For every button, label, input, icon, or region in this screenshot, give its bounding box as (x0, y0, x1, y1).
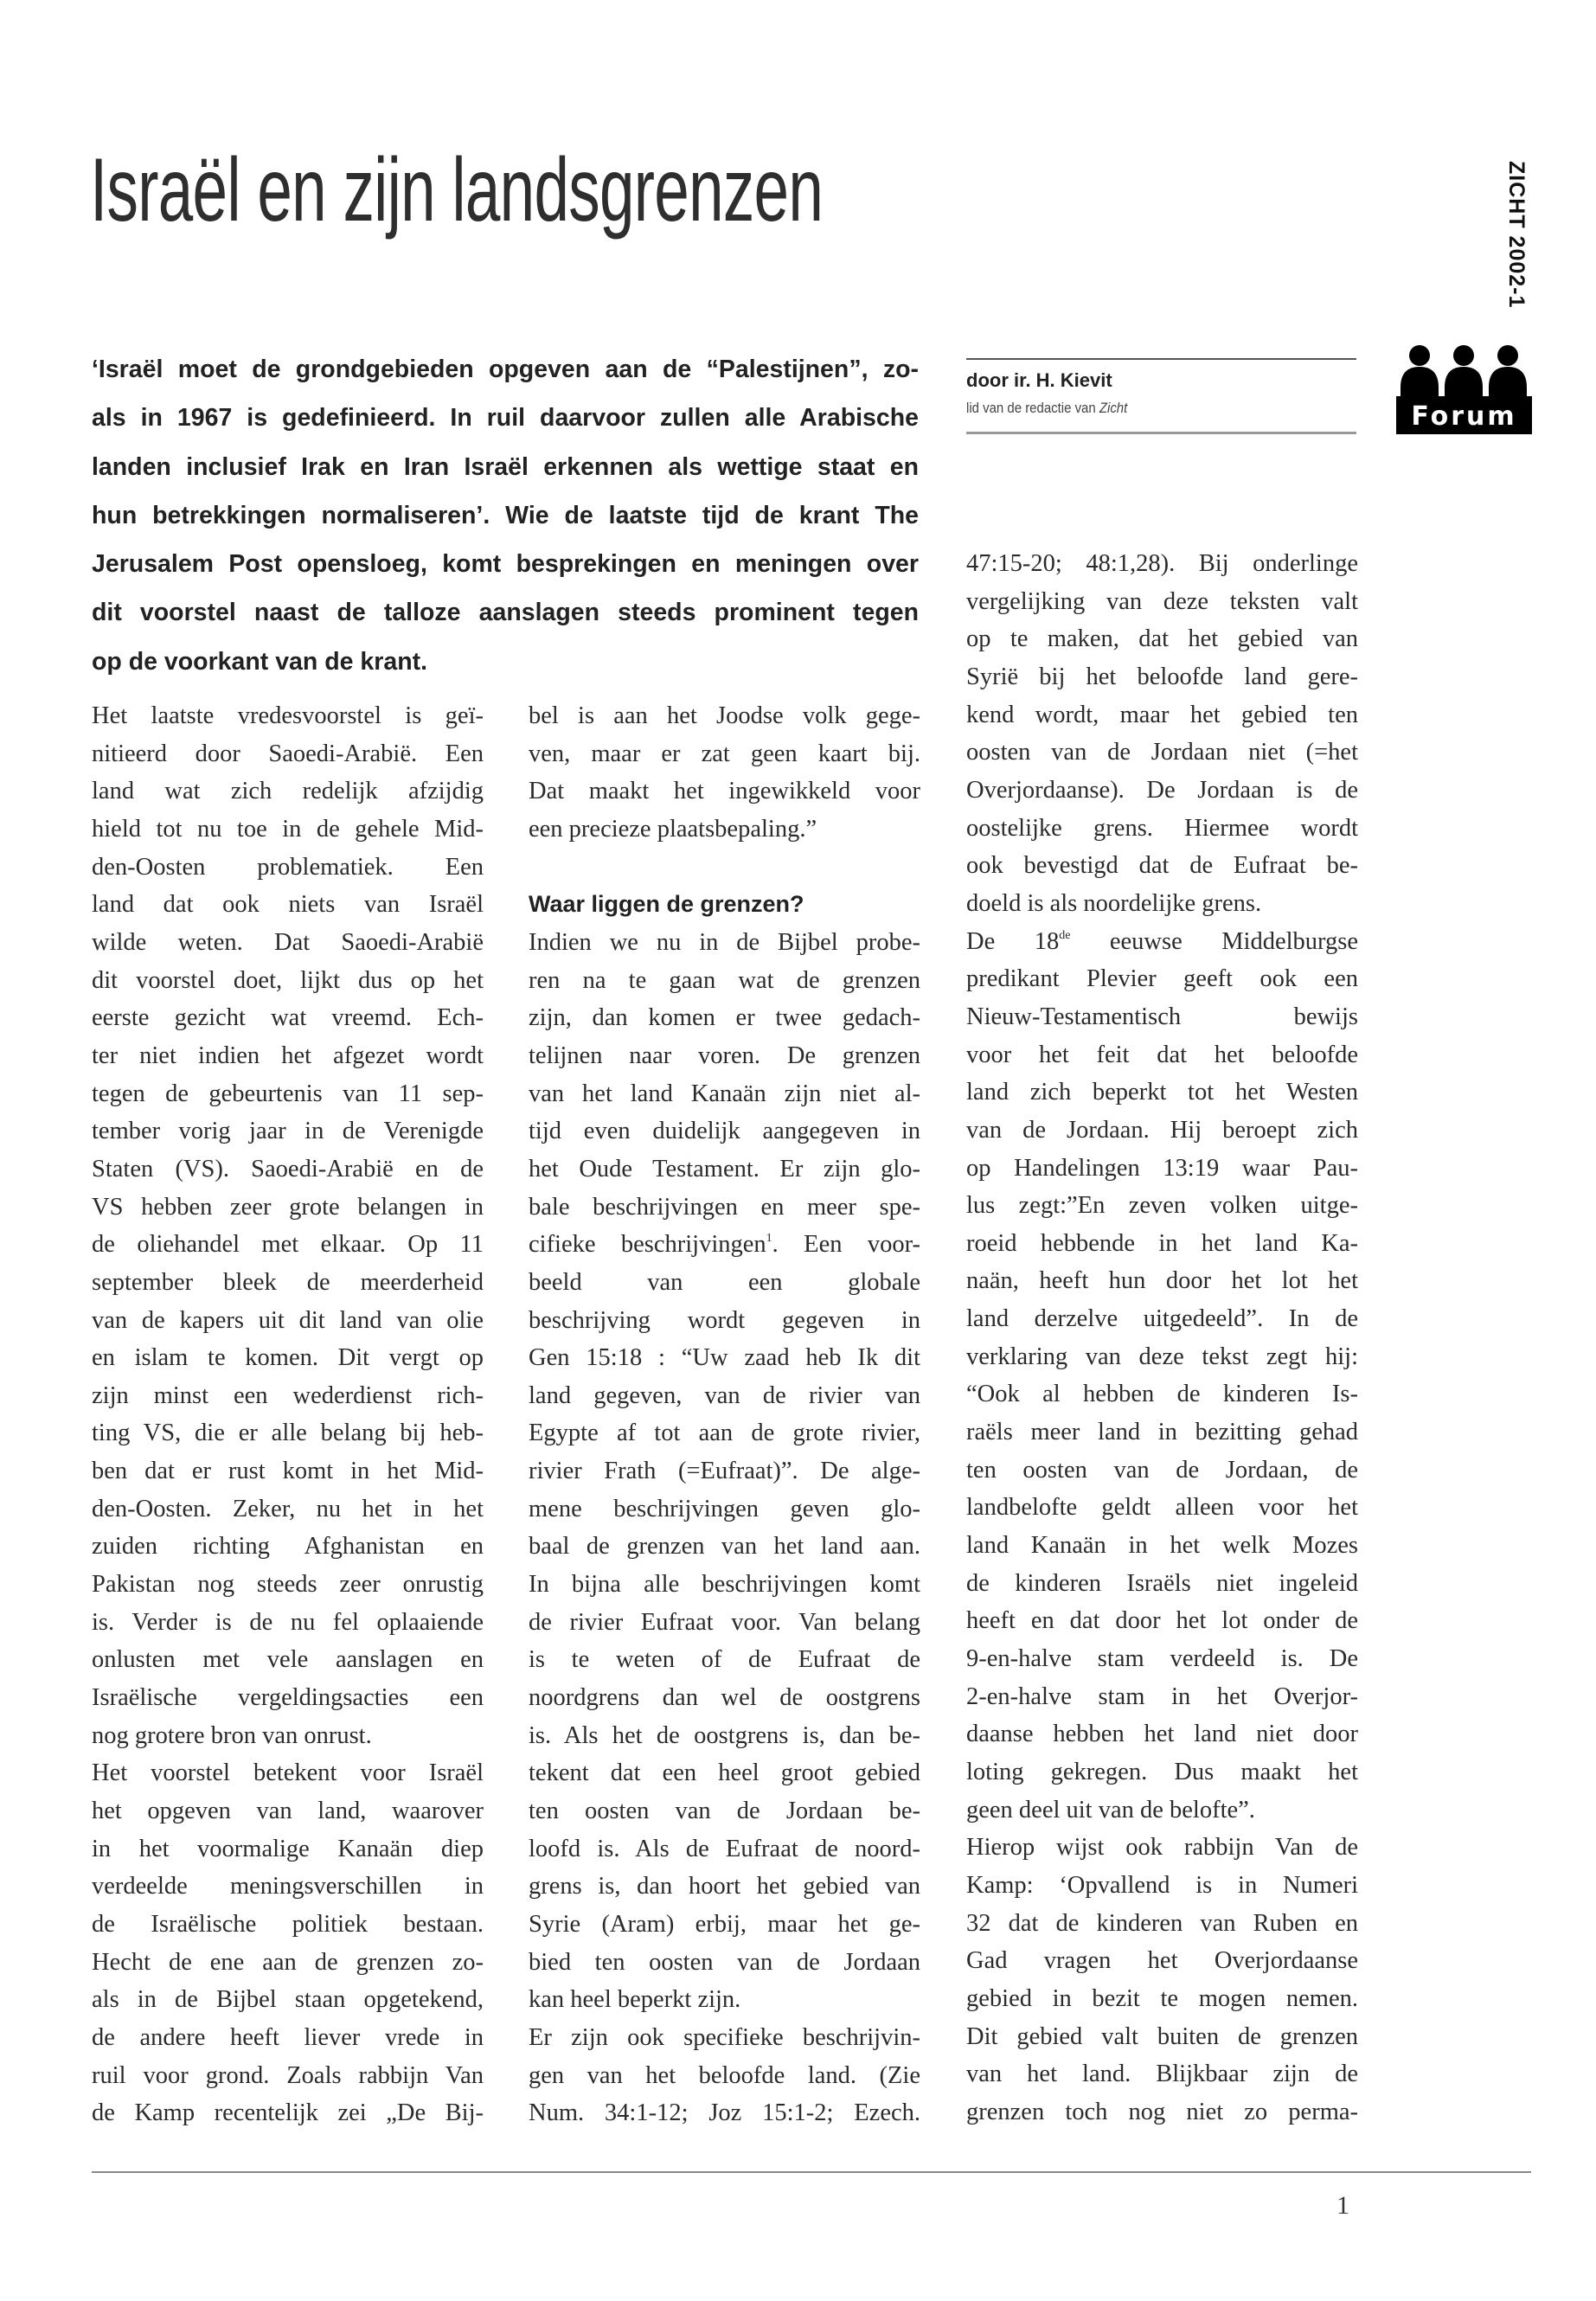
body-line: van het land Kanaän zijn niet al- (529, 1080, 920, 1107)
body-line: telijnen naar voren. De grenzen (529, 1042, 920, 1069)
body-line: “Ook al hebben de kinderen Is- (966, 1381, 1358, 1408)
body-line: ren na te gaan wat de grenzen (529, 966, 920, 994)
footer-divider (92, 2171, 1531, 2173)
body-line: Nieuw-Testamentisch bewijs (966, 1003, 1358, 1030)
body-line: zuiden richting Afghanistan en (92, 1533, 484, 1561)
body-line: 9-en-halve stam verdeeld is. De (966, 1645, 1358, 1673)
body-line: landbelofte geldt alleen voor het (966, 1494, 1358, 1522)
body-line: doeld is als noordelijke grens. (966, 889, 1262, 917)
body-line: tekent dat een heel groot gebied (529, 1759, 920, 1787)
body-line: naän, heeft hun door het lot het (966, 1267, 1358, 1295)
body-line: tijd even duidelijk aangegeven in (529, 1118, 920, 1145)
body-line: Pakistan nog steeds zeer onrustig (92, 1571, 484, 1599)
body-line: de rivier Eufraat voor. Van belang (529, 1608, 920, 1636)
line-text: eeuwse Middelburgse (1070, 927, 1359, 955)
body-line: loofd is. Als de Eufraat de noord- (529, 1835, 920, 1862)
body-line: onlusten met vele aanslagen en (92, 1646, 484, 1674)
body-line: bale beschrijvingen en meer spe- (529, 1193, 920, 1221)
section-heading: Waar liggen de grenzen? (529, 891, 804, 918)
author-byline: door ir. H. Kievit (966, 369, 1112, 391)
body-line: den-Oosten problematiek. Een (92, 853, 484, 881)
body-line: land dat ook niets van Israël (92, 891, 484, 919)
intro-line: hun betrekkingen normaliseren’. Wie de laatste tijd de krant The (92, 501, 919, 529)
body-line: land wat zich redelijk afzijdig (92, 778, 484, 805)
line-text: . Een voor- (772, 1231, 920, 1259)
body-line: de kinderen Israëls niet ingeleid (966, 1569, 1358, 1597)
body-line: ten oosten van de Jordaan be- (529, 1798, 920, 1825)
body-line: nog grotere bron van onrust. (92, 1721, 372, 1749)
body-line: Syrie (Aram) erbij, maar het ge- (529, 1911, 920, 1938)
line-text: cifieke beschrijvingen (529, 1231, 766, 1259)
body-line: lus zegt:”En zeven volken uitge- (966, 1192, 1358, 1220)
body-line: Gen 15:18 : “Uw zaad heb Ik dit (529, 1344, 920, 1372)
body-line: Indien we nu in de Bijbel probe- (529, 928, 920, 956)
body-line: ven, maar er zat geen kaart bij. (529, 740, 920, 767)
body-line: de Kamp recentelijk zei „De Bij- (92, 2099, 484, 2127)
superscript: de (1059, 928, 1071, 942)
body-line (529, 849, 920, 887)
text-column-3 (966, 545, 1358, 2131)
body-line: noordgrens dan wel de oostgrens (529, 1684, 920, 1712)
body-line: Staten (VS). Saoedi-Arabië en de (92, 1155, 484, 1183)
body-line: dit voorstel doet, lijkt dus op het (92, 966, 484, 994)
body-line: land gegeven, van de rivier van (529, 1381, 920, 1409)
body-line: de andere heeft liever vrede in (92, 2023, 484, 2051)
body-line: gen van het beloofde land. (Zie (529, 2061, 920, 2089)
body-line: oosten van de Jordaan niet (=het (966, 739, 1358, 766)
body-line: zijn, dan komen er twee gedach- (529, 1004, 920, 1032)
body-line: Kamp: ‘Opvallend is in Numeri (966, 1871, 1358, 1899)
body-line: als in de Bijbel staan opgetekend, (92, 1986, 484, 2014)
body-line (966, 923, 1358, 961)
body-line: op Handelingen 13:19 waar Pau- (966, 1154, 1358, 1182)
intro-paragraph (92, 345, 919, 686)
intro-line: als in 1967 is gedefinieerd. In ruil daarvoor zullen alle Arabische (92, 404, 919, 433)
body-line: bied ten oosten van de Jordaan (529, 1948, 920, 1976)
body-line: het opgeven van land, waarover (92, 1798, 484, 1825)
body-line: eerste gezicht wat vreemd. Ech- (92, 1004, 484, 1032)
byline-top-divider (966, 358, 1356, 360)
body-line (529, 1226, 920, 1264)
body-line: Syrië bij het beloofde land gere- (966, 663, 1358, 690)
body-line: bel is aan het Joodse volk gege- (529, 702, 920, 729)
body-line: het Oude Testament. Er zijn glo- (529, 1155, 920, 1183)
body-line: 2-en-halve stam in het Overjor- (966, 1682, 1358, 1710)
body-line: Er zijn ook specifieke beschrijvin- (529, 2023, 920, 2051)
issue-label: ZICHT 2002-1 (1504, 161, 1529, 309)
body-line: van de kapers uit dit land van olie (92, 1306, 484, 1334)
body-line: ruil voor grond. Zoals rabbijn Van (92, 2061, 484, 2089)
body-line: Num. 34:1-12; Joz 15:1-2; Ezech. (529, 2099, 920, 2127)
body-line: en islam te komen. Dit vergt op (92, 1344, 484, 1372)
body-line: Israëlische vergeldingsacties een (92, 1684, 484, 1712)
body-line: predikant Plevier geeft ook een (966, 965, 1358, 993)
body-line: ting VS, die er alle belang bij heb- (92, 1420, 484, 1447)
body-line: Dit gebied valt buiten de grenzen (966, 2022, 1358, 2050)
page-number: 1 (1336, 2191, 1349, 2220)
body-line: Hierop wijst ook rabbijn Van de (966, 1834, 1358, 1862)
byline-bottom-divider (966, 432, 1356, 434)
body-line: ter niet indien het afgezet wordt (92, 1042, 484, 1069)
body-line: gebied in bezit te mogen nemen. (966, 1984, 1358, 2012)
body-line: wilde weten. Dat Saoedi-Arabië (92, 928, 484, 956)
body-line: van het land. Blijkbaar zijn de (966, 2061, 1358, 2088)
line-text: De 18 (966, 927, 1060, 955)
body-line: een precieze plaatsbepaling.” (529, 815, 817, 843)
body-line: september bleek de meerderheid (92, 1268, 484, 1296)
body-line: is te weten of de Eufraat de (529, 1646, 920, 1674)
body-line: Het voorstel betekent voor Israël (92, 1759, 484, 1787)
body-line: roeid hebbende in het land Ka- (966, 1229, 1358, 1257)
body-line: beschrijving wordt gegeven in (529, 1306, 920, 1334)
body-line: tember vorig jaar in de Verenigde (92, 1118, 484, 1145)
body-line: van de Jordaan. Hij beroept zich (966, 1116, 1358, 1144)
intro-line: Jerusalem Post opensloeg, komt besprekingen en meningen over (92, 550, 919, 579)
superscript: 1 (766, 1232, 772, 1246)
body-line: rivier Frath (=Eufraat)”. De alge- (529, 1458, 920, 1485)
body-line: ben dat er rust komt in het Mid- (92, 1458, 484, 1485)
body-line: nitieerd door Saoedi-Arabië. Een (92, 740, 484, 767)
body-line: Overjordaanse). De Jordaan is de (966, 776, 1358, 804)
body-line: verdeelde meningsverschillen in (92, 1873, 484, 1900)
body-line: Gad vragen het Overjordaanse (966, 1947, 1358, 1975)
body-line: oostelijke grens. Hiermee wordt (966, 814, 1358, 842)
body-line: daanse hebben het land niet door (966, 1721, 1358, 1748)
body-line: de oliehandel met elkaar. Op 11 (92, 1231, 484, 1259)
body-line: Het laatste vredesvoorstel is geï- (92, 702, 484, 729)
body-line: Dat maakt het ingewikkeld voor (529, 778, 920, 805)
body-line: land zich beperkt tot het Westen (966, 1079, 1358, 1106)
body-line: geen deel uit van de belofte”. (966, 1796, 1255, 1823)
body-line: tegen de gebeurtenis van 11 sep- (92, 1080, 484, 1107)
body-line: is. Als het de oostgrens is, dan be- (529, 1721, 920, 1749)
body-line: voor het feit dat het beloofde (966, 1041, 1358, 1068)
body-line: den-Oosten. Zeker, nu het in het (92, 1495, 484, 1522)
body-line: verklaring van deze tekst zegt hij: (966, 1343, 1358, 1370)
intro-line: op de voorkant van de krant. (92, 647, 428, 676)
forum-logo-text: Forum (1411, 401, 1517, 432)
article-title: Israël en zijn landsgrenzen (90, 140, 824, 240)
body-line: Egypte af tot aan de grote rivier, (529, 1420, 920, 1447)
body-line: land derzelve uitgedeeld”. In de (966, 1305, 1358, 1333)
body-line: raëls meer land in bezitting gehad (966, 1419, 1358, 1446)
body-line: loting gekregen. Dus maakt het (966, 1759, 1358, 1785)
intro-line: ‘Israël moet de grondgebieden opgeven aan de “Palestijnen”, zo- (92, 356, 919, 383)
text-column-2 (529, 697, 920, 2132)
author-role-text: lid van de redactie van (966, 400, 1099, 416)
body-line: VS hebben zeer grote belangen in (92, 1193, 484, 1221)
body-line: mene beschrijvingen geven glo- (529, 1495, 920, 1522)
body-line: beeld van een globale (529, 1268, 920, 1296)
text-column-1 (92, 697, 484, 2132)
body-line: ten oosten van de Jordaan, de (966, 1456, 1358, 1484)
body-line: ook bevestigd dat de Eufraat be- (966, 852, 1358, 880)
body-line: hield tot nu toe in de gehele Mid- (92, 815, 484, 843)
body-line: kan heel beperkt zijn. (529, 1986, 741, 2014)
body-line: Hecht de ene aan de grenzen zo- (92, 1948, 484, 1976)
body-line: In bijna alle beschrijvingen komt (529, 1571, 920, 1599)
body-line: 47:15-20; 48:1,28). Bij onderlinge (966, 550, 1358, 577)
body-line: zijn minst een wederdienst rich- (92, 1381, 484, 1409)
body-line: land Kanaän in het welk Mozes (966, 1532, 1358, 1560)
body-line: de Israëlische politiek bestaan. (92, 1911, 484, 1938)
intro-line: dit voorstel naast de talloze aanslagen steeds prominent tegen (92, 599, 919, 627)
body-line: grenzen toch nog niet zo perma- (966, 2098, 1358, 2125)
body-line: kend wordt, maar het gebied ten (966, 701, 1358, 728)
author-role (966, 400, 1127, 417)
body-line: vergelijking van deze teksten valt (966, 587, 1358, 615)
body-line: baal de grenzen van het land aan. (529, 1533, 920, 1561)
magazine-name: Zicht (1099, 400, 1128, 416)
body-line: 32 dat de kinderen van Ruben en (966, 1909, 1358, 1937)
intro-line: landen inclusief Irak en Iran Israël erkennen als wettige staat en (92, 452, 919, 481)
body-line: is. Verder is de nu fel oplaaiende (92, 1608, 484, 1636)
body-line: grens is, dan hoort het gebied van (529, 1873, 920, 1900)
body-line: op te maken, dat het gebied van (966, 625, 1358, 653)
body-line: in het voormalige Kanaän diep (92, 1835, 484, 1862)
body-line: heeft en dat door het lot onder de (966, 1607, 1358, 1635)
